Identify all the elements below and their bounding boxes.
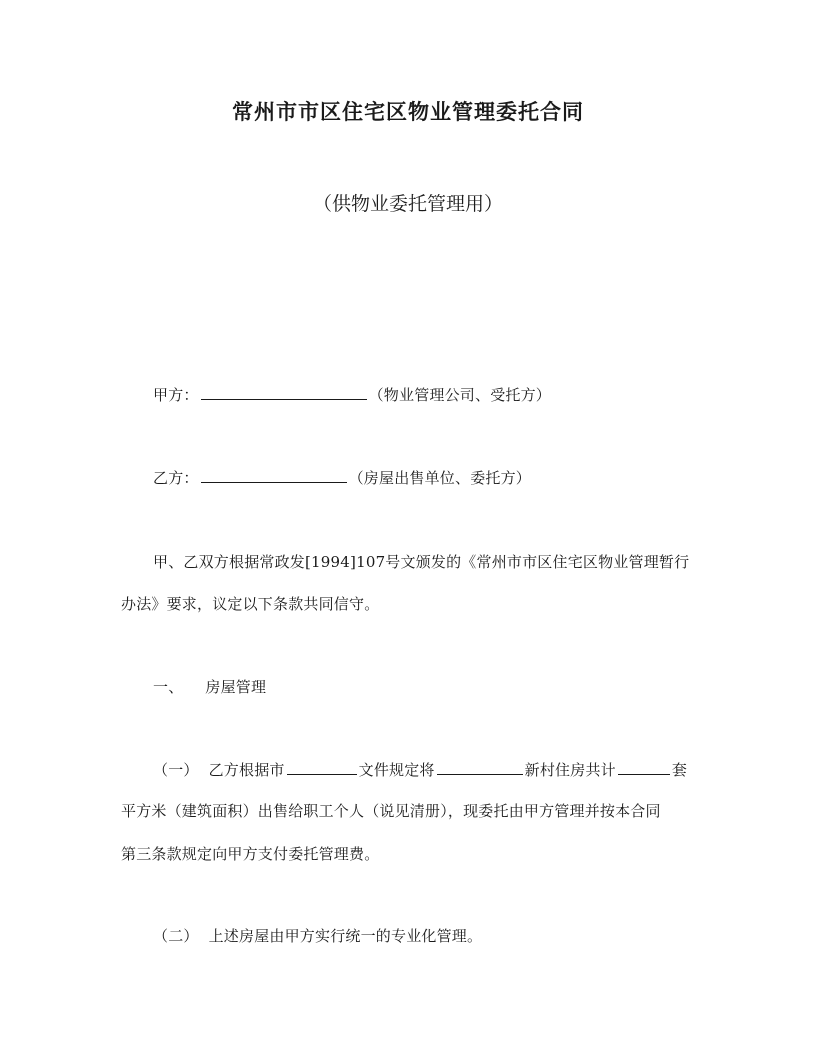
party-b-label: 乙方： [153, 469, 199, 487]
clause-1-number: （一） [153, 761, 199, 779]
clause-1-blank-city [287, 759, 357, 775]
party-a-label: 甲方： [153, 386, 199, 404]
clause-2-number: （二） [153, 927, 199, 945]
party-b-blank [201, 467, 347, 483]
intro-line-1: 甲、乙双方根据常政发[1994]107号文颁发的《常州市市区住宅区物业管理暂行 [153, 553, 690, 571]
clause-1-part-4: 套 [671, 761, 688, 779]
party-a-line [153, 384, 551, 405]
section-1-number: 一、 [153, 678, 184, 696]
document-subtitle: （供物业委托管理用） [312, 193, 503, 215]
clause-2-line [153, 925, 482, 946]
intro-line-2: 办法》要求，议定以下条款共同信守。 [121, 595, 380, 613]
party-b-line [153, 467, 531, 488]
clause-1-part-2: 文件规定将 [358, 761, 435, 779]
clause-1-line-1 [153, 759, 687, 780]
clause-1-part-3: 新村住房共计 [524, 761, 616, 779]
clause-1-line-3: 第三条款规定向甲方支付委托管理费。 [121, 845, 380, 863]
party-a-blank [201, 384, 367, 400]
section-1-title: 房屋管理 [205, 678, 267, 696]
clause-1-blank-count [618, 759, 670, 775]
document-title: 常州市市区住宅区物业管理委托合同 [232, 99, 584, 124]
clause-1-blank-estate [437, 759, 523, 775]
section-1-heading [153, 676, 266, 697]
party-a-note: （物业管理公司、受托方） [368, 386, 552, 404]
clause-2-text: 上述房屋由甲方实行统一的专业化管理。 [208, 927, 483, 945]
clause-1-line-2: 平方米（建筑面积）出售给职工个人（说见清册），现委托由甲方管理并按本合同 [121, 802, 661, 820]
party-b-note: （房屋出售单位、委托方） [348, 469, 532, 487]
clause-1-part-1: 乙方根据市 [208, 761, 285, 779]
